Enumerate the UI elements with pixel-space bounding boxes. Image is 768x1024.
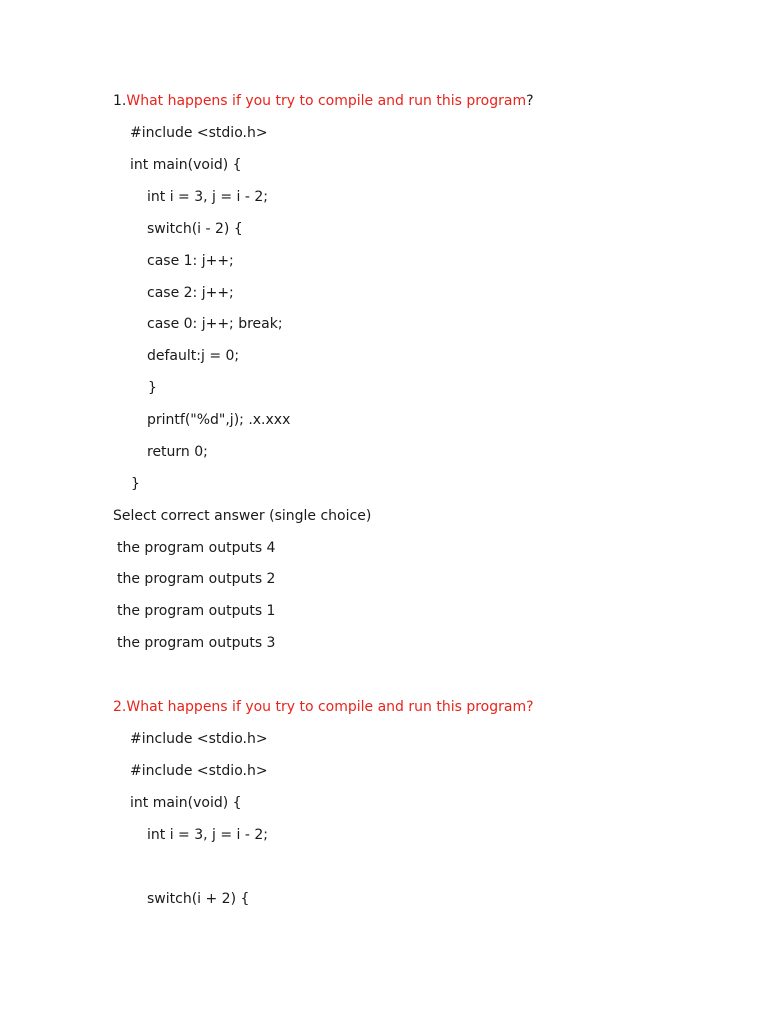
q1-code-line: return 0; <box>147 444 208 460</box>
question-1-heading <box>113 92 534 110</box>
question-2-heading <box>113 698 534 716</box>
q1-code-line: printf("%d",j); .x.xxx <box>147 412 291 428</box>
q2-code-line: switch(i + 2) { <box>147 891 250 907</box>
question-1-text: What happens if you try to compile and run this program <box>126 93 527 109</box>
q1-code-line: switch(i - 2) { <box>147 221 243 237</box>
q1-code-line: case 0: j++; break; <box>147 316 283 332</box>
q2-code-line: int main(void) { <box>130 795 242 811</box>
q1-answer-option[interactable]: the program outputs 4 <box>117 540 276 556</box>
q1-code-line: case 2: j++; <box>147 285 234 301</box>
q1-answer-option[interactable]: the program outputs 1 <box>117 603 276 619</box>
q2-code-line: #include <stdio.h> <box>130 763 268 779</box>
q1-code-line: } <box>148 380 157 396</box>
q1-answer-option[interactable]: the program outputs 3 <box>117 635 276 651</box>
q1-instruction: Select correct answer (single choice) <box>113 508 372 524</box>
q1-code-line: case 1: j++; <box>147 253 234 269</box>
question-2-text: What happens if you try to compile and run this program? <box>126 699 534 715</box>
q1-code-line: int i = 3, j = i - 2; <box>147 189 269 205</box>
q2-code-line: #include <stdio.h> <box>130 731 268 747</box>
question-2-number: 2. <box>113 699 127 715</box>
question-1-number: 1. <box>113 93 127 109</box>
q1-code-line: #include <stdio.h> <box>130 125 268 141</box>
q2-code-line: int i = 3, j = i - 2; <box>147 827 269 843</box>
q1-answer-option[interactable]: the program outputs 2 <box>117 571 276 587</box>
q1-code-line: } <box>131 476 140 492</box>
question-1-mark: ? <box>526 93 534 109</box>
q1-code-line: int main(void) { <box>130 157 242 173</box>
q1-code-line: default:j = 0; <box>147 348 240 364</box>
